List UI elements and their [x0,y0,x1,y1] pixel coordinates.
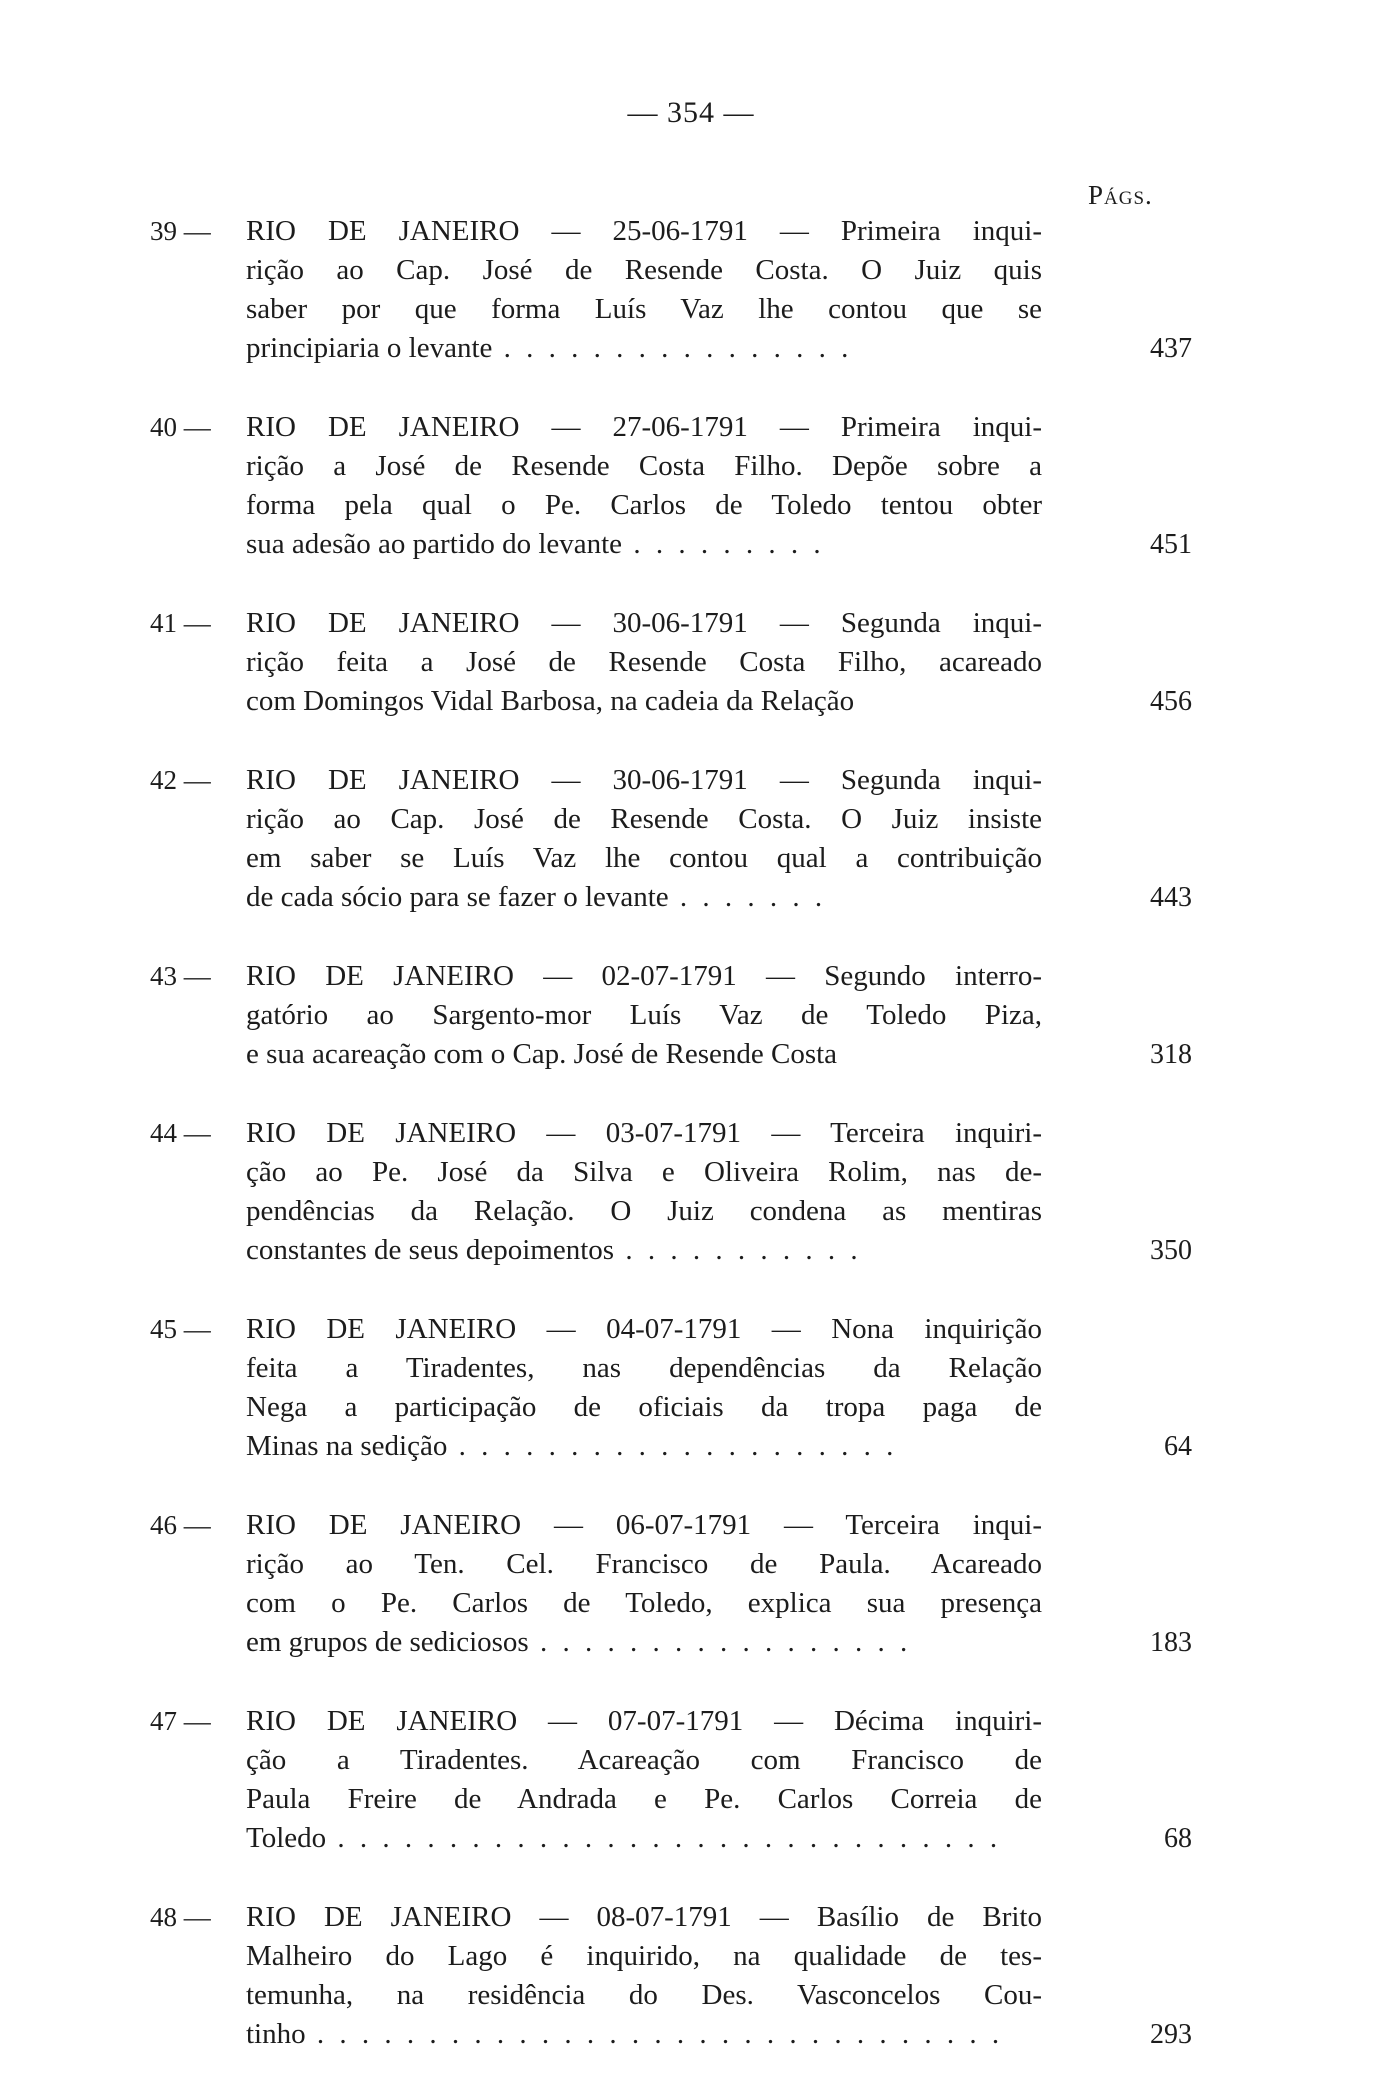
index-entry [0,1702,1382,1858]
index-entry [0,1114,1382,1270]
index-entry [0,408,1382,564]
entry-description [246,408,1042,564]
entry-line: RIO DE JANEIRO — 08-07-1791 — Basílio de Brito [246,1901,1042,1933]
entry-description [246,1702,1042,1858]
entry-number: 48 — [150,1902,211,1932]
entry-line [246,1623,1042,1662]
entry-description [246,1310,1042,1466]
dot-leader: . . . . . . . . . . . . . . . . . . . . . . . . . . . . . . [326,1822,1002,1854]
entry-line: RIO DE JANEIRO — 02-07-1791 — Segundo interro- [246,960,1042,992]
entry-line [246,878,1042,917]
entry-page-ref: 456 [1150,686,1192,717]
entry-line: rição ao Cap. José de Resende Costa. O Juiz insiste [246,803,1042,835]
entry-line: gatório ao Sargento-mor Luís Vaz de Toledo Piza, [246,999,1042,1031]
index-entry [0,761,1382,917]
entry-line [246,1035,1042,1074]
entry-line-text: principiaria o levante [246,332,493,364]
entry-page-ref: 443 [1150,882,1192,913]
entry-page-ref: 183 [1150,1627,1192,1658]
entry-page-ref: 350 [1150,1235,1192,1266]
entry-line: rição a José de Resende Costa Filho. Depõe sobre a [246,450,1042,482]
entry-line [246,2015,1042,2054]
entry-line: com o Pe. Carlos de Toledo, explica sua presença [246,1587,1042,1619]
dot-leader: . . . . . . . . . . . . . . . . [492,332,853,364]
index-entry [0,1898,1382,2054]
entry-page-ref: 68 [1164,1823,1192,1854]
dot-leader: . . . . . . . . . [622,528,825,560]
entry-line: em saber se Luís Vaz lhe contou qual a contribuição [246,842,1042,874]
entry-line-text: constantes de seus depoimentos [246,1234,615,1266]
entry-line: saber por que forma Luís Vaz lhe contou que se [246,293,1042,325]
entry-number: 47 — [150,1706,211,1736]
page-column-label: Págs. [1088,180,1153,210]
entry-number: 46 — [150,1510,211,1540]
entry-line: RIO DE JANEIRO — 03-07-1791 — Terceira inquiri- [246,1117,1042,1149]
entry-line: RIO DE JANEIRO — 30-06-1791 — Segunda inqui- [246,607,1042,639]
entry-line: pendências da Relação. O Juiz condena as mentiras [246,1195,1042,1227]
entry-line: rição feita a José de Resende Costa Filho, acareado [246,646,1042,678]
dot-leader: . . . . . . . . . . . [614,1234,862,1266]
entry-number: 41 — [150,608,211,638]
entry-line: Paula Freire de Andrada e Pe. Carlos Correia de [246,1783,1042,1815]
entry-number: 42 — [150,765,211,795]
entry-line: RIO DE JANEIRO — 30-06-1791 — Segunda inqui- [246,764,1042,796]
entry-line-text: sua adesão ao partido do levante [246,528,623,560]
entry-line: RIO DE JANEIRO — 04-07-1791 — Nona inquirição [246,1313,1042,1345]
entry-description [246,1506,1042,1662]
entry-description [246,1898,1042,2054]
entry-line [246,525,1042,564]
entry-description [246,957,1042,1074]
index-entry [0,604,1382,721]
page-number: — 354 — [627,96,755,129]
entry-number: 39 — [150,216,211,246]
index-entries [0,212,1382,2094]
index-entry [0,1310,1382,1466]
entry-line-text: Toledo [246,1822,327,1854]
dot-leader: . . . . . . . . . . . . . . . . . . . . . . . . . . . . . . . [305,2018,1004,2050]
index-entry [0,1506,1382,1662]
index-entry [0,212,1382,368]
entry-line: ção a Tiradentes. Acareação com Francisco de [246,1744,1042,1776]
entry-page-ref: 318 [1150,1039,1192,1070]
entry-line-text: de cada sócio para se fazer o levante [246,881,669,913]
entry-line [246,1427,1042,1466]
entry-line: RIO DE JANEIRO — 25-06-1791 — Primeira inqui- [246,215,1042,247]
entry-page-ref: 64 [1164,1431,1192,1462]
entry-line [246,1819,1042,1858]
entry-line: Malheiro do Lago é inquirido, na qualidade de tes- [246,1940,1042,1972]
entry-description [246,604,1042,721]
entry-line [246,682,1042,721]
entry-line: RIO DE JANEIRO — 07-07-1791 — Décima inquiri- [246,1705,1042,1737]
index-entry [0,957,1382,1074]
entry-line-text: com Domingos Vidal Barbosa, na cadeia da Relação [246,685,855,717]
entry-number: 45 — [150,1314,211,1344]
entry-line-text: tinho [246,2018,306,2050]
entry-description [246,761,1042,917]
entry-line-text: em grupos de sediciosos [246,1626,529,1658]
entry-number: 40 — [150,412,211,442]
entry-page-ref: 293 [1150,2019,1192,2050]
dot-leader: . . . . . . . . . . . . . . . . . . . . [447,1430,898,1462]
entry-line-text: e sua acareação com o Cap. José de Resende Costa [246,1038,838,1070]
entry-line: RIO DE JANEIRO — 27-06-1791 — Primeira inqui- [246,411,1042,443]
entry-line-text: Minas na sedição [246,1430,448,1462]
entry-line: feita a Tiradentes, nas dependências da Relação [246,1352,1042,1384]
entry-line: RIO DE JANEIRO — 06-07-1791 — Terceira inqui- [246,1509,1042,1541]
entry-line: rição ao Ten. Cel. Francisco de Paula. Acareado [246,1548,1042,1580]
entry-line: Nega a participação de oficiais da tropa paga de [246,1391,1042,1423]
entry-line: forma pela qual o Pe. Carlos de Toledo tentou obter [246,489,1042,521]
entry-description [246,1114,1042,1270]
entry-line [246,1231,1042,1270]
entry-line: temunha, na residência do Des. Vasconcelos Cou- [246,1979,1042,2011]
entry-number: 43 — [150,961,211,991]
dot-leader: . . . . . . . [668,881,827,913]
dot-leader: . . . . . . . . . . . . . . . . . [528,1626,912,1658]
entry-number: 44 — [150,1118,211,1148]
entry-line: ção ao Pe. José da Silva e Oliveira Rolim, nas de- [246,1156,1042,1188]
entry-page-ref: 451 [1150,529,1192,560]
entry-line: rição ao Cap. José de Resende Costa. O Juiz quis [246,254,1042,286]
entry-page-ref: 437 [1150,333,1192,364]
entry-description [246,212,1042,368]
entry-line [246,329,1042,368]
